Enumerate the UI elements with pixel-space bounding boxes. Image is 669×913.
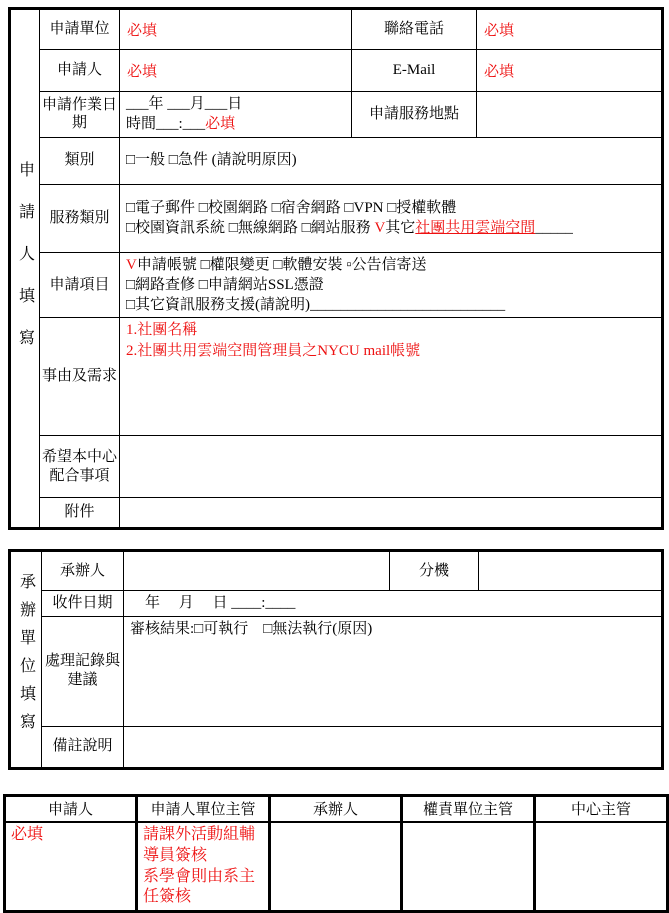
signature-header-director: 中心主管 [535, 795, 668, 822]
staff-side-label-cell [10, 551, 42, 768]
signature-header-supervisor: 申請人單位主管 [137, 795, 270, 822]
extension-value-field[interactable] [479, 551, 663, 591]
handler-value-field[interactable] [124, 551, 390, 591]
category-options-field[interactable]: □一般 □急件 (請說明原因) [120, 137, 663, 184]
request-items-other: □其它資訊服務支援(請說明) [126, 297, 310, 313]
service-other-value: 社團共用雲端空間 [415, 220, 535, 236]
attachment-label: 附件 [40, 498, 120, 529]
request-items-label: 申請項目 [40, 252, 120, 318]
service-type-label: 服務類別 [40, 184, 120, 252]
request-items-line2: □網路查修 □申請網站SSL憑證 [126, 275, 655, 295]
applicant-table [8, 7, 664, 530]
expectation-label: 希望本中心配合事項 [40, 436, 120, 498]
service-type-line2 [126, 218, 655, 238]
supervisor-note-line2: 系學會則由系主任簽核 [143, 867, 263, 909]
reason-label: 事由及需求 [40, 318, 120, 436]
work-date-label: 申請作業日期 [40, 92, 120, 138]
email-label: E-Mail [352, 50, 477, 92]
reason-line1: 1.社團名稱 [126, 320, 655, 340]
signature-table [3, 794, 669, 913]
reason-line2: 2.社團共用雲端空間管理員之NYCU mail帳號 [126, 341, 655, 361]
service-other-blank: _____ [535, 220, 573, 236]
work-date-field[interactable] [120, 92, 352, 138]
signature-cell-director[interactable] [535, 822, 668, 912]
applicant-side-label-cell [10, 9, 40, 529]
request-items-line3 [126, 295, 655, 315]
signature-header-applicant: 申請人 [5, 795, 137, 822]
service-type-options2: □校園資訊系統 □無線網路 □網站服務 [126, 220, 374, 236]
service-other-label: 其它 [385, 220, 415, 236]
applicant-side-label: 申請人填寫 [14, 161, 37, 371]
work-date-required: 必填 [205, 116, 235, 132]
signature-cell-handler[interactable] [270, 822, 402, 912]
request-items-checkmark: V [126, 257, 137, 273]
signature-cell-supervisor[interactable] [137, 822, 270, 912]
request-items-checked: 申請帳號 [137, 257, 197, 273]
service-type-line1: □電子郵件 □校園網路 □宿舍網路 □VPN □授權軟體 [126, 198, 655, 218]
request-items-other-blank: __________________________ [310, 297, 505, 313]
request-items-field[interactable] [120, 252, 663, 318]
note-field[interactable] [124, 726, 663, 768]
location-value-field[interactable] [477, 92, 663, 138]
email-value-field[interactable]: 必填 [477, 50, 663, 92]
category-label: 類別 [40, 137, 120, 184]
request-items-line1-rest: □權限變更 □軟體安裝 ▫公告信寄送 [197, 257, 427, 273]
staff-table [8, 549, 664, 769]
supervisor-note-line1: 請課外活動組輔導員簽核 [143, 825, 263, 867]
signature-cell-applicant[interactable]: 必填 [5, 822, 137, 912]
record-label: 處理記錄與建議 [42, 616, 124, 726]
applicant-value-field[interactable]: 必填 [120, 50, 352, 92]
staff-side-label: 承辦單位填寫 [15, 573, 38, 741]
service-other-checkmark: V [374, 220, 385, 236]
signature-header-authority: 權責單位主管 [402, 795, 535, 822]
work-date-time-blank: 時間___:___ [126, 116, 205, 132]
expectation-field[interactable] [120, 436, 663, 498]
applicant-label: 申請人 [40, 50, 120, 92]
signature-header-handler: 承辦人 [270, 795, 402, 822]
note-label: 備註說明 [42, 726, 124, 768]
phone-value-field[interactable]: 必填 [477, 9, 663, 50]
unit-label: 申請單位 [40, 9, 120, 50]
attachment-field[interactable] [120, 498, 663, 529]
location-label: 申請服務地點 [352, 92, 477, 138]
received-date-field[interactable]: 年 月 日 ____:____ [124, 591, 663, 616]
request-items-line1 [126, 255, 655, 275]
received-date-label: 收件日期 [42, 591, 124, 616]
phone-label: 聯絡電話 [352, 9, 477, 50]
reason-field[interactable] [120, 318, 663, 436]
handler-label: 承辦人 [42, 551, 124, 591]
extension-label: 分機 [390, 551, 479, 591]
signature-cell-authority[interactable] [402, 822, 535, 912]
work-date-line2 [126, 114, 345, 134]
record-field[interactable]: 審核結果:□可執行 □無法執行(原因) [124, 616, 663, 726]
work-date-line1: ___年 ___月___日 [126, 94, 345, 114]
unit-value-field[interactable]: 必填 [120, 9, 352, 50]
service-type-field[interactable] [120, 184, 663, 252]
